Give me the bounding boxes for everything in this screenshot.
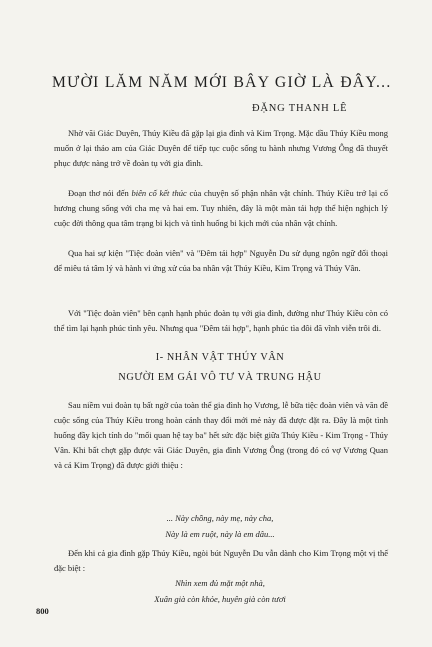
page-number: 800 bbox=[36, 606, 49, 616]
paragraph-2-body: của chuyện số phận nhân vật chính. Thúy Kiều trở lại cố hương chung sống với cha mẹ và hai em. Tuy nhiên, đây là một màn tái hợp thể hiện nghịch lý cuộc đời thông qua tâm trạng bi kịch và tình huống bi kịch mới của nhân vật chính. bbox=[54, 188, 388, 228]
verse-2-line-2: Xuân già còn khỏe, huyên già còn tươi bbox=[154, 594, 286, 604]
author-name: ĐẶNG THANH LÊ bbox=[252, 103, 348, 114]
chapter-title: MƯỜI LĂM NĂM MỚI BÂY GIỜ LÀ ĐÂY... bbox=[52, 74, 392, 91]
verse-2-line-1: Nhìn xem đủ mặt một nhà, bbox=[175, 578, 265, 588]
section-heading-line-2: NGƯỜI EM GÁI VÔ TƯ VÀ TRUNG HẬU bbox=[118, 372, 322, 383]
paragraph-5: Sau niềm vui đoàn tụ bất ngờ của toàn thể gia đình họ Vương, lễ bữa tiệc đoàn viên và văn đề cuộc sống của Thúy Kiều trong hoàn cảnh thay đổi mới mẻ này đã được đặt ra. Đây là một tình huống đầy kịch tính do "mối quan hệ tay ba" hết sức đặc biệt giữa Thúy Kiều - Kim Trọng - Thúy Vân. Khi bất chợt gặp được vãi Giác Duyên, gia đình Vương Ông (trong đó có vợ Vương Quan và cả Kim Trọng) đã được giới thiệu : bbox=[54, 400, 388, 470]
paragraph-2 bbox=[54, 186, 388, 231]
paragraph-3: Qua hai sự kiện "Tiệc đoàn viên" và "Đêm tái hợp" Nguyễn Du sử dụng ngôn ngữ đối thoại để miêu tả tâm lý và hành vi ứng xử của ba nhân vật Thúy Kiều, Kim Trọng và Thúy Vân. bbox=[54, 248, 388, 273]
italic-phrase: biên cố kết thúc bbox=[131, 188, 187, 198]
paragraph-4: Với "Tiệc đoàn viên" bên cạnh hạnh phúc đoàn tụ với gia đình, đường như Thúy Kiều còn có thể tìm lại hạnh phúc tình yêu. Nhưng qua "Đêm tái hợp", hạnh phúc tìa đôi đã vĩnh viễn trôi đi. bbox=[54, 308, 388, 333]
paragraph-6: Đến khi cả gia đình gặp Thúy Kiều, ngòi bút Nguyễn Du vẫn dành cho Kim Trọng một vị thế đặc biệt : bbox=[54, 548, 388, 573]
verse-1-line-2: Này là em ruột, này là em dâu... bbox=[165, 529, 275, 539]
section-heading-line-1: I- NHÂN VẬT THÚY VÂN bbox=[155, 352, 285, 363]
verse-1-line-1: ... Này chồng, này mẹ, này cha, bbox=[166, 513, 274, 523]
paragraph-2-lead: Đoạn thơ nói đến bbox=[68, 188, 129, 198]
paragraph-1: Nhờ vãi Giác Duyên, Thúy Kiều đã gặp lại gia đình và Kim Trọng. Mặc dầu Thúy Kiều mong muốn ở lại thảo am của Giác Duyên để tiếp tục cuộc sống tu hành nhưng Vương Ông đã thuyết phục được nàng trở về đoàn tụ với gia đình. bbox=[54, 128, 388, 168]
